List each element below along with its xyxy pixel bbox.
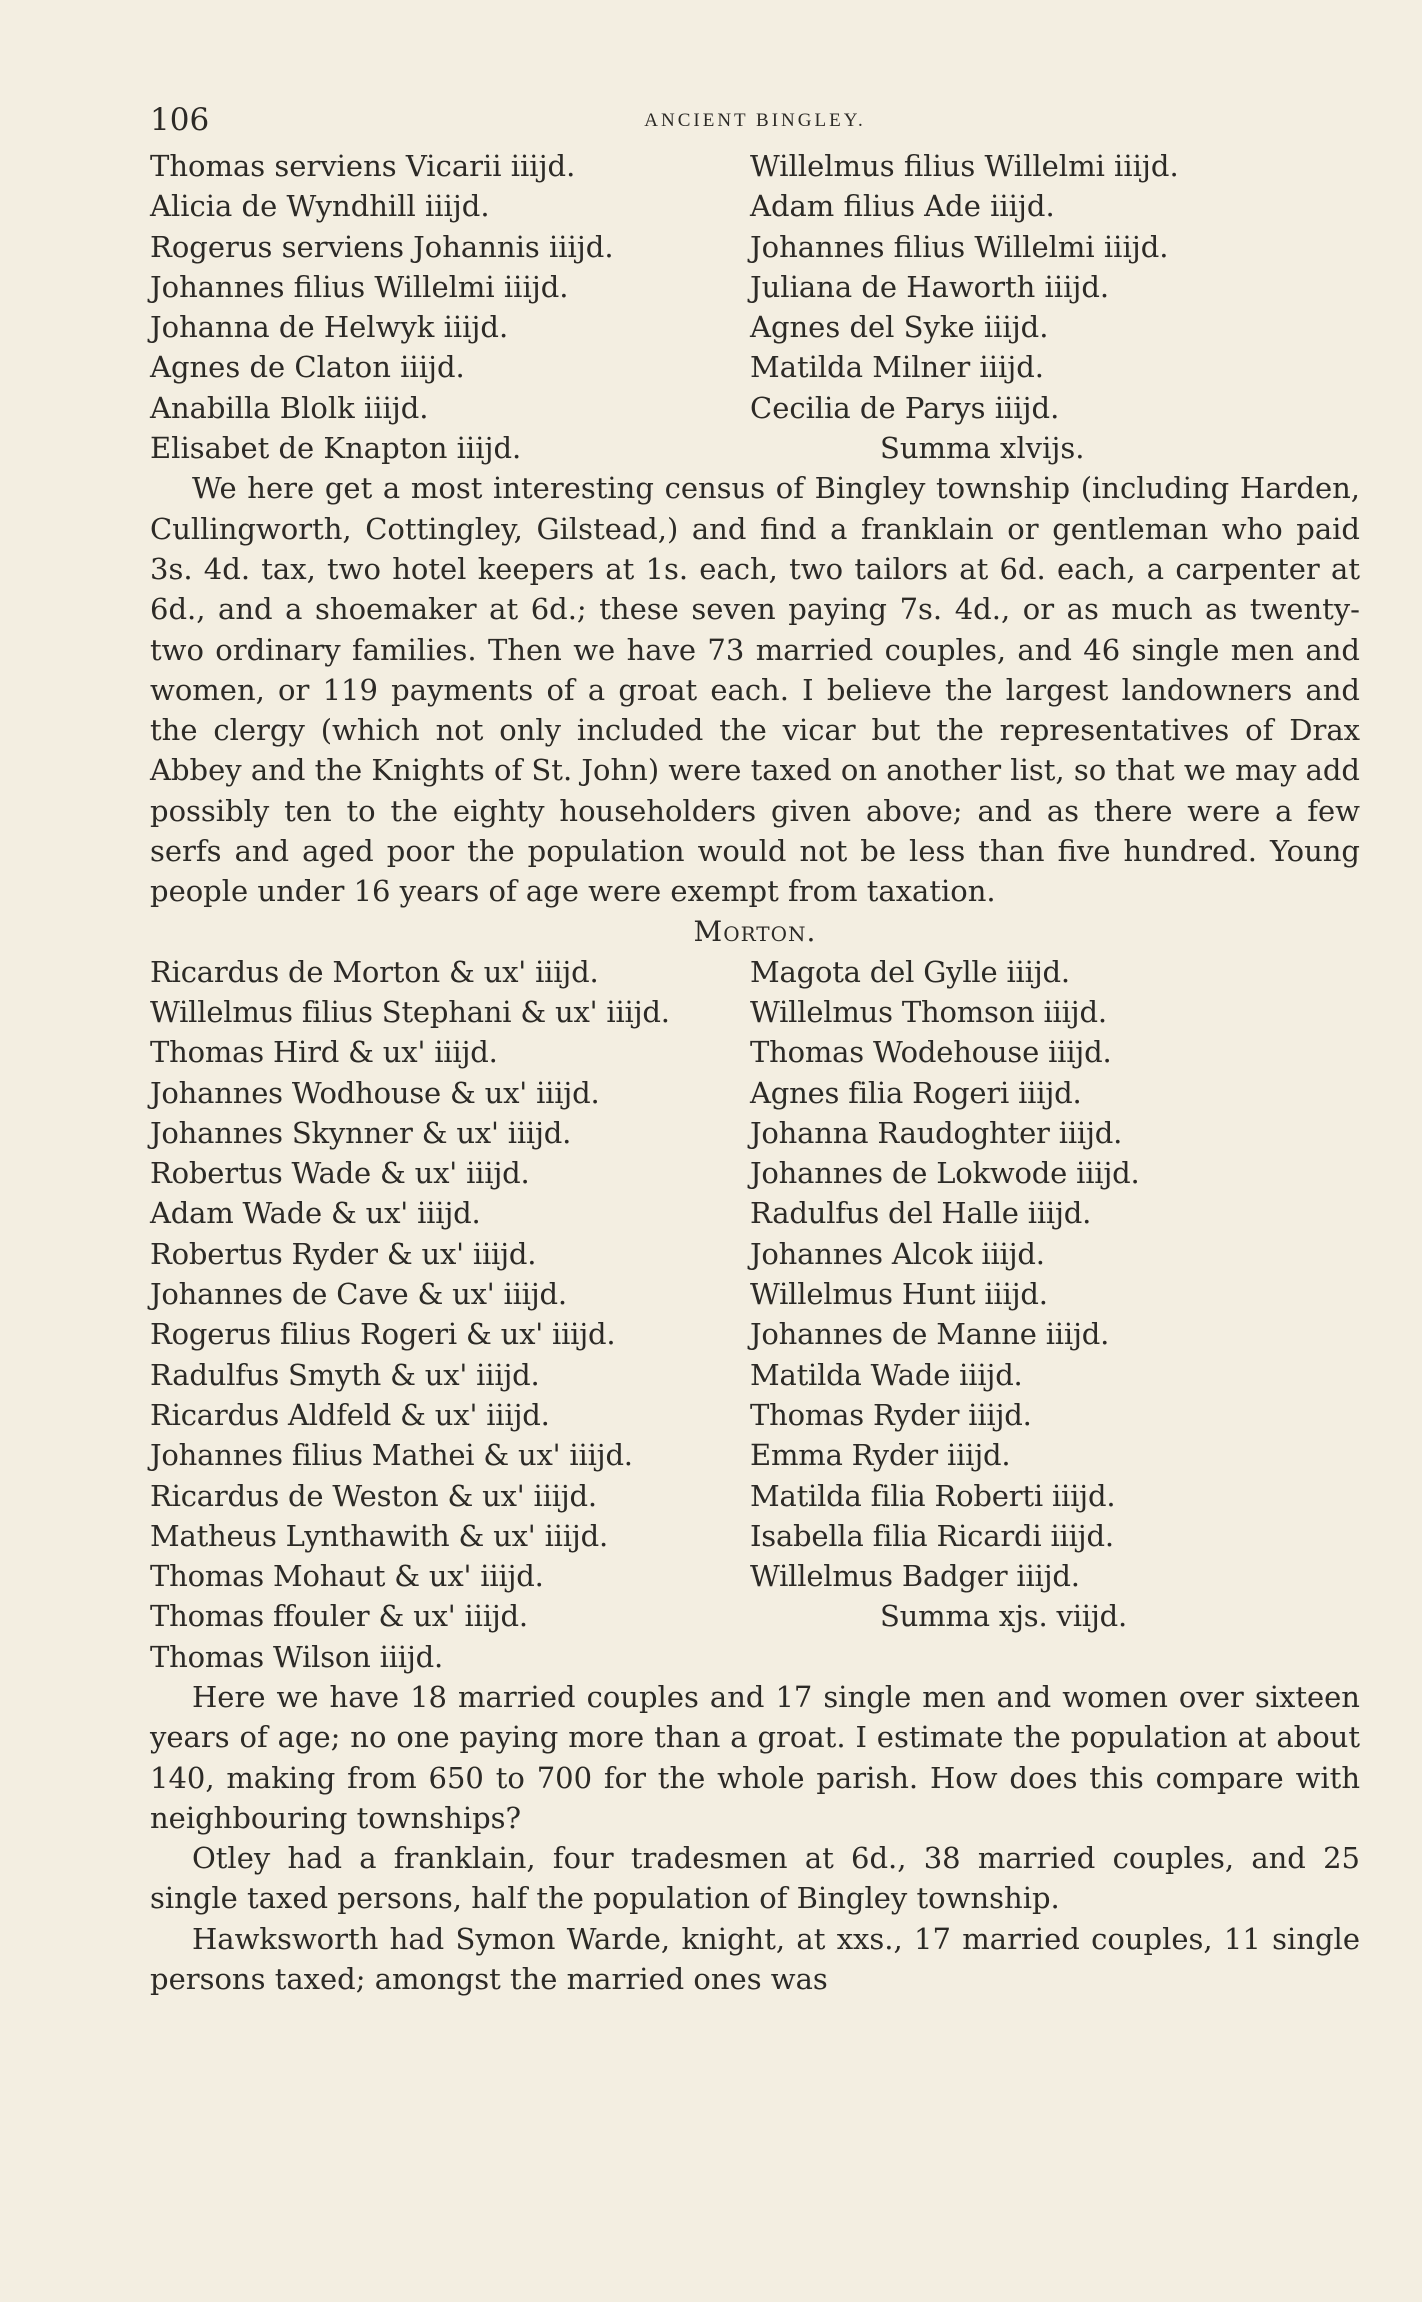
list-item: Thomas Ryder iiijd. [750, 1397, 1032, 1432]
book-page [150, 102, 1360, 1999]
list-item: Robertus Wade & ux' iiijd. [150, 1156, 530, 1191]
summa-total: Summa xjs. viijd. [880, 1599, 1128, 1634]
list-item: Radulfus del Halle iiijd. [750, 1196, 1092, 1231]
section-heading: Morton. [693, 914, 817, 948]
page-number: 106 [150, 102, 210, 138]
summa-total: Summa xlvijs. [880, 431, 1085, 466]
tax-list-right-column [750, 952, 1360, 1677]
list-item: Johannes de Manne iiijd. [750, 1317, 1110, 1352]
list-item: Radulfus Smyth & ux' iiijd. [150, 1357, 540, 1392]
body-paragraph: We here get a most interesting census of Bingley township (including Harden, Cullingworth, Cottingley, Gilstead,) and find a franklain or gentleman who paid 3s. 4d. tax, two hotel keepers at 1s. each, two tailors at 6d. each, a carpenter at 6d., and a shoemaker at 6d.; these seven paying 7s. 4d., or as much as twenty-two ordinary families. Then we have 73 married couples, and 46 single men and women, or 119 payments of a groat each. I believe the largest landowners and the clergy (which not only included the vicar but the representatives of Drax Abbey and the Knights of St. John) were taxed on another list, so that we may add possibly ten to the eighty householders given above; and as there were a few serfs and aged poor the population would not be less than five hundred. Young people under 16 years of age were exempt from taxation. [150, 471, 1360, 909]
list-item: Willelmus Badger iiijd. [750, 1559, 1080, 1594]
list-item: Willelmus Hunt iiijd. [750, 1277, 1048, 1312]
list-item: Adam Wade & ux' iiijd. [150, 1196, 481, 1231]
tax-list-bingley [150, 146, 1360, 468]
list-item: Matheus Lynthawith & ux' iiijd. [150, 1518, 608, 1553]
list-item: Thomas serviens Vicarii iiijd. [150, 149, 576, 183]
list-item: Ricardus de Morton & ux' iiijd. [150, 954, 599, 989]
list-item: Rogerus serviens Johannis iiijd. [150, 229, 614, 264]
list-item: Adam filius Ade iiijd. [750, 189, 1055, 224]
page-header [150, 102, 1360, 146]
list-item: Thomas ffouler & ux' iiijd. [150, 1599, 528, 1634]
list-item: Thomas Wodehouse iiijd. [750, 1035, 1112, 1070]
running-title: ANCIENT BINGLEY. [644, 110, 866, 131]
list-item: Johannes filius Mathei & ux' iiijd. [150, 1438, 633, 1473]
list-item: Magota del Gylle iiijd. [750, 954, 1070, 989]
list-item: Matilda filia Roberti iiijd. [750, 1478, 1116, 1513]
list-item: Anabilla Blolk iiijd. [150, 390, 429, 425]
list-item: Alicia de Wyndhill iiijd. [150, 189, 490, 224]
tax-list-left-column [150, 146, 750, 468]
list-item: Willelmus filius Stephani & ux' iiijd. [150, 994, 670, 1029]
list-item: Thomas Hird & ux' iiijd. [150, 1035, 498, 1070]
list-item: Johannes de Lokwode iiijd. [750, 1156, 1140, 1191]
list-item: Johanna Raudoghter iiijd. [750, 1115, 1123, 1150]
list-item: Robertus Ryder & ux' iiijd. [150, 1236, 537, 1271]
list-item: Rogerus filius Rogeri & ux' iiijd. [150, 1317, 616, 1352]
list-item: Agnes filia Rogeri iiijd. [750, 1075, 1082, 1110]
tax-list-left-column [150, 952, 750, 1677]
tax-list-right-column [750, 146, 1360, 468]
list-item: Ricardus de Weston & ux' iiijd. [150, 1478, 597, 1513]
list-item: Willelmus filius Willelmi iiijd. [750, 149, 1179, 183]
list-item: Emma Ryder iiijd. [750, 1438, 1011, 1473]
list-item: Thomas Wilson iiijd. [150, 1639, 444, 1674]
list-item: Agnes de Claton iiijd. [150, 350, 465, 385]
list-item: Johannes de Cave & ux' iiijd. [150, 1277, 567, 1312]
body-paragraph: Otley had a franklain, four tradesmen at 6d., 38 married couples, and 25 single taxed persons, half the population of Bingley township. [150, 1841, 1360, 1916]
list-item: Matilda Wade iiijd. [750, 1357, 1023, 1392]
tax-list-morton [150, 952, 1360, 1677]
list-item: Juliana de Haworth iiijd. [750, 269, 1110, 304]
list-item: Johannes Skynner & ux' iiijd. [150, 1115, 572, 1150]
list-item: Ricardus Aldfeld & ux' iiijd. [150, 1397, 550, 1432]
list-item: Johannes filius Willelmi iiijd. [150, 269, 569, 304]
list-item: Matilda Milner iiijd. [750, 350, 1045, 385]
list-item: Isabella filia Ricardi iiijd. [750, 1518, 1114, 1553]
body-paragraph: Hawksworth had Symon Warde, knight, at xxs., 17 married couples, 11 single persons taxed; amongst the married ones was [150, 1921, 1360, 1997]
list-item: Thomas Mohaut & ux' iiijd. [150, 1559, 544, 1594]
list-item: Agnes del Syke iiijd. [750, 310, 1049, 345]
list-item: Johannes Alcok iiijd. [750, 1236, 1045, 1271]
list-item: Johanna de Helwyk iiijd. [150, 310, 509, 345]
list-item: Johannes Wodhouse & ux' iiijd. [150, 1075, 600, 1110]
list-item: Cecilia de Parys iiijd. [750, 390, 1060, 425]
list-item: Johannes filius Willelmi iiijd. [750, 229, 1169, 264]
list-item: Willelmus Thomson iiijd. [750, 994, 1107, 1029]
body-paragraph: Here we have 18 married couples and 17 single men and women over sixteen years of age; no one paying more than a groat. I estimate the population at about 140, making from 650 to 700 for the whole parish. How does this compare with neighbouring townships? [150, 1679, 1360, 1835]
list-item: Elisabet de Knapton iiijd. [150, 431, 522, 466]
